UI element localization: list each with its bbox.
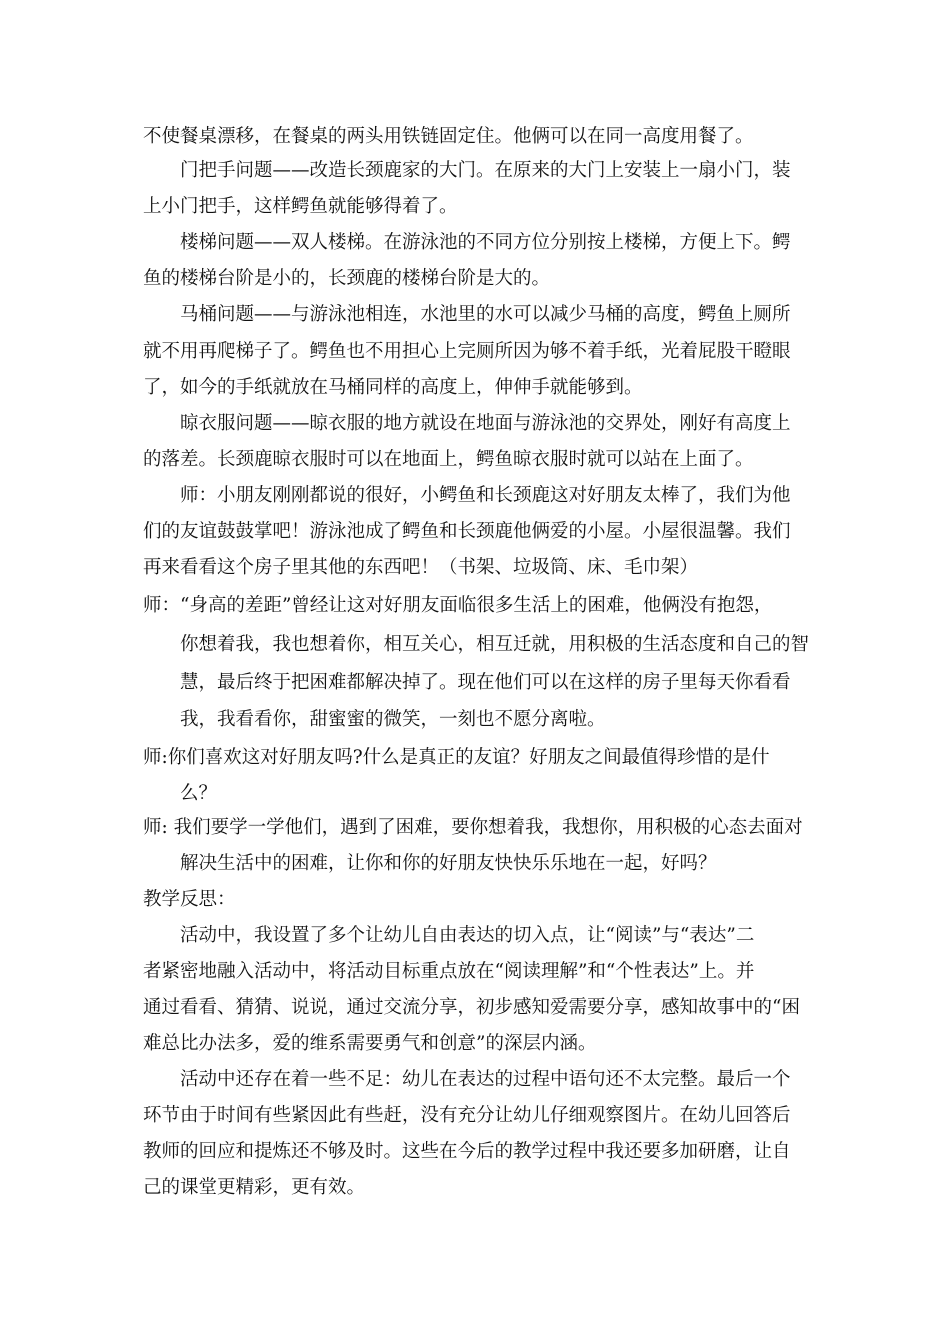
text-line: 师:你们喜欢这对好朋友吗?什么是真正的友谊？好朋友之间最值得珍惜的是什	[143, 747, 770, 768]
text-line: 解决生活中的困难，让你和你的好朋友快快乐乐地在一起，好吗？	[180, 853, 717, 874]
text-line: 楼梯问题——双人楼梯。在游泳池的不同方位分别按上楼梯，方便上下。鳄	[180, 232, 791, 253]
text-line: 你想着我，我也想着你，相互关心，相互迁就，用积极的生活态度和自己的智	[180, 634, 810, 655]
text-line: 么？	[180, 783, 218, 804]
text-line: 教学反思：	[143, 889, 236, 910]
text-line: 我，我看看你，甜蜜蜜的微笑，一刻也不愿分离啦。	[180, 709, 606, 730]
text-line: 门把手问题——改造长颈鹿家的大门。在原来的大门上安装上一扇小门，装	[180, 160, 791, 181]
text-line: 通过看看、猜猜、说说，通过交流分享，初步感知爱需要分享，感知故事中的“困	[143, 997, 800, 1018]
text-line: 就不用再爬梯子了。鳄鱼也不用担心上完厕所因为够不着手纸，光着屁股干瞪眼	[143, 341, 791, 362]
text-line: 师：“身高的差距”曾经让这对好朋友面临很多生活上的困难，他俩没有抱怨，	[143, 595, 773, 616]
text-line: 者紧密地融入活动中，将活动目标重点放在“阅读理解”和“个性表达”上。并	[143, 961, 755, 982]
text-line: 再来看看这个房子里其他的东西吧！（书架、垃圾筒、床、毛巾架）	[143, 557, 699, 578]
text-line: 教师的回应和提炼还不够及时。这些在今后的教学过程中我还要多加研磨，让自	[143, 1141, 791, 1162]
text-line: 马桶问题——与游泳池相连，水池里的水可以减少马桶的高度，鳄鱼上厕所	[180, 304, 791, 325]
text-line: 们的友谊鼓鼓掌吧！游泳池成了鳄鱼和长颈鹿他俩爱的小屋。小屋很温馨。我们	[143, 521, 791, 542]
text-line: 活动中，我设置了多个让幼儿自由表达的切入点，让“阅读”与“表达”二	[180, 925, 755, 946]
text-line: 师：小朋友刚刚都说的很好，小鳄鱼和长颈鹿这对好朋友太棒了，我们为他	[180, 485, 791, 506]
text-line: 慧，最后终于把困难都解决掉了。现在他们可以在这样的房子里每天你看看	[180, 672, 791, 693]
text-line: 上小门把手，这样鳄鱼就能够得着了。	[143, 196, 458, 217]
text-line: 鱼的楼梯台阶是小的，长颈鹿的楼梯台阶是大的。	[143, 268, 551, 289]
text-line: 的落差。长颈鹿晾衣服时可以在地面上，鳄鱼晾衣服时就可以站在上面了。	[143, 449, 754, 470]
text-line: 晾衣服问题——晾衣服的地方就设在地面与游泳池的交界处，刚好有高度上	[180, 413, 791, 434]
text-line: 环节由于时间有些紧因此有些赶，没有充分让幼儿仔细观察图片。在幼儿回答后	[143, 1105, 791, 1126]
text-line: 了，如今的手纸就放在马桶同样的高度上，伸伸手就能够到。	[143, 377, 643, 398]
text-line: 难总比办法多，爱的维系需要勇气和创意”的深层内涵。	[143, 1033, 597, 1054]
text-line: 活动中还存在着一些不足：幼儿在表达的过程中语句还不太完整。最后一个	[180, 1069, 791, 1090]
text-line: 己的课堂更精彩，更有效。	[143, 1177, 366, 1198]
text-line: 师: 我们要学一学他们，遇到了困难，要你想着我，我想你，用积极的心态去面对	[143, 817, 803, 838]
text-line: 不使餐桌漂移，在餐桌的两头用铁链固定住。他俩可以在同一高度用餐了。	[143, 126, 754, 147]
